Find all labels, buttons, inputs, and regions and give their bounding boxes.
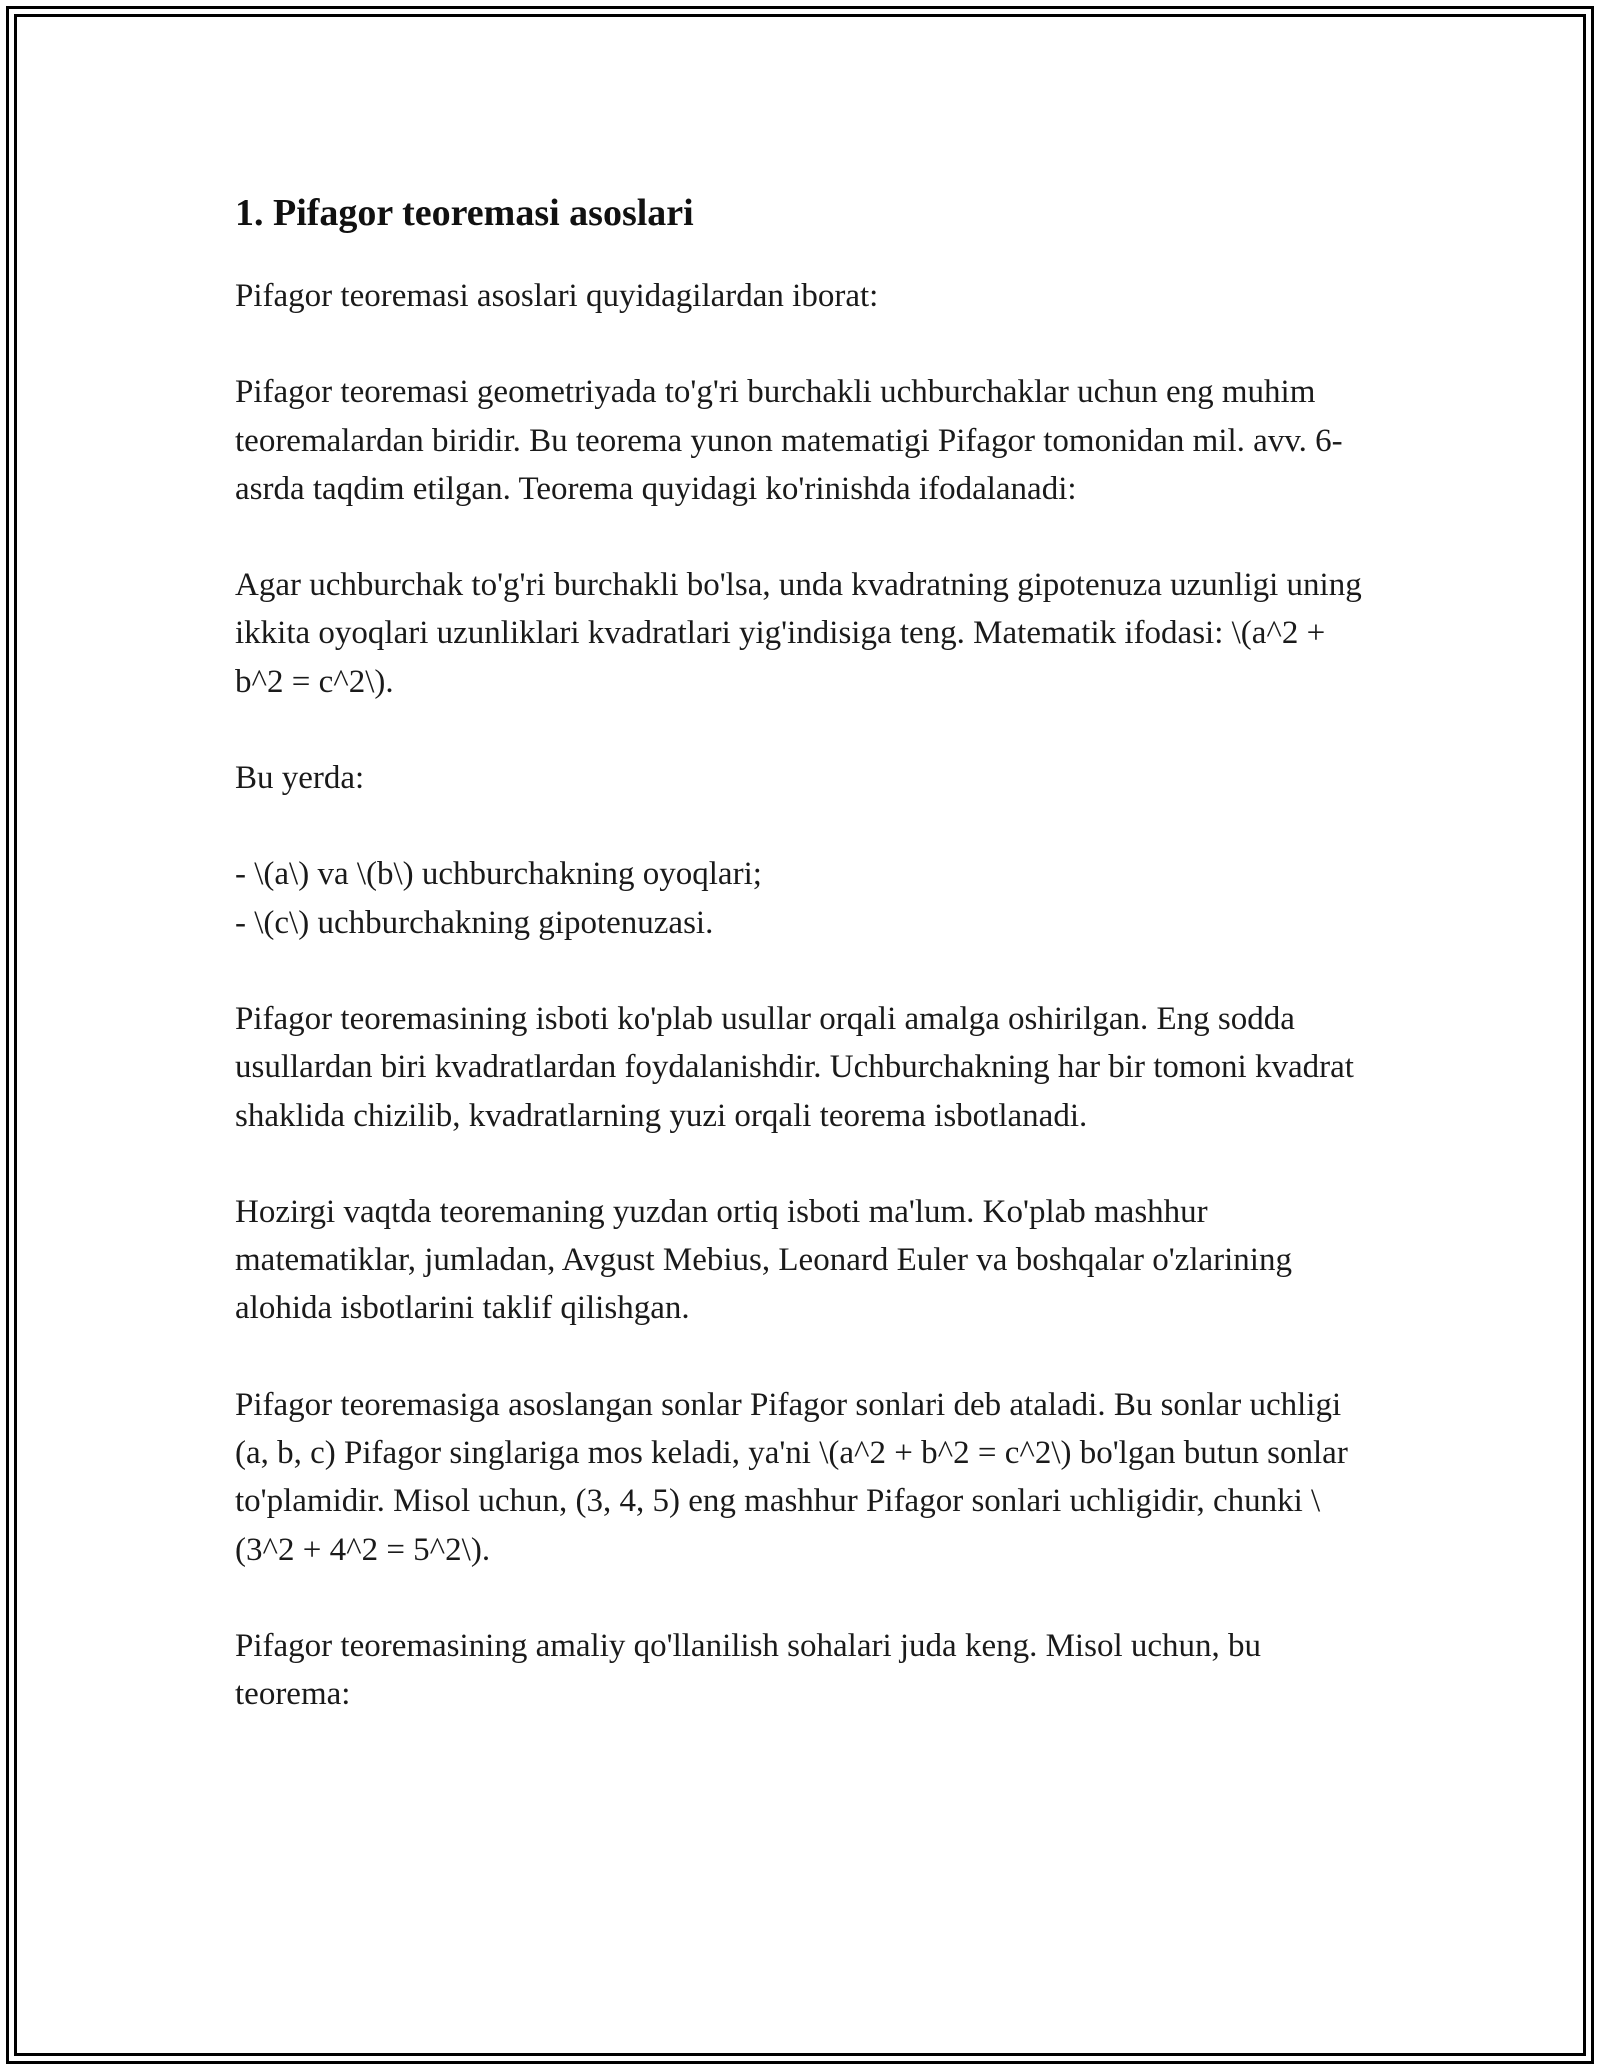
list-item: - \(a\) va \(b\) uchburchakning oyoqlari; [235, 856, 762, 893]
paragraph-formula: Agar uchburchak to'g'ri burchakli bo'lsa, unda kvadratning gipotenuza uzunligi uning ikkita oyoqlari uzunliklari kvadratlari yig'indisiga teng. Matematik ifodasi: \(a^2 + b^2 = c^2\). [235, 567, 1362, 700]
paragraph-proofs: Pifagor teoremasining isboti ko'plab usullar orqali amalga oshirilgan. Eng sodda usullardan biri kvadratlardan foydalanishdir. Uchburchakning har bir tomoni kvadrat shaklida chizilib, kvadratlarning yuzi orqali teorema isbotlanadi. [235, 1000, 1354, 1134]
paragraph-definition: Pifagor teoremasi geometriyada to'g'ri burchakli uchburchaklar uchun eng muhim teoremalardan biridir. Bu teorema yunon matematigi Pifagor tomonidan mil. avv. 6-asrda taqdim etilgan. Teorema quyidagi ko'rinishda ifodalanadi: [235, 374, 1343, 507]
document-heading: 1. Pifagor teoremasi asoslari [235, 192, 694, 234]
list-item: - \(c\) uchburchakning gipotenuzasi. [235, 904, 714, 941]
legs-hypotenuse-list [235, 850, 1375, 947]
paragraph-history: Hozirgi vaqtda teoremaning yuzdan ortiq isboti ma'lum. Ko'plab mashhur matematiklar, jumladan, Avgust Mebius, Leonard Euler va boshqalar o'zlarining alohida isbotlarini taklif qilishgan. [235, 1193, 1292, 1327]
document-body [235, 188, 1375, 1767]
intro-paragraph: Pifagor teoremasi asoslari quyidagilardan iborat: [235, 278, 879, 314]
paragraph-pythagorean-triples: Pifagor teoremasiga asoslangan sonlar Pifagor sonlari deb ataladi. Bu sonlar uchligi (a, b, c) Pifagor singlariga mos keladi, ya'ni \(a^2 + b^2 = c^2\) bo'lgan butun sonlar to'plamidir. Misol uchun, (3, 4, 5) eng mashhur Pifagor sonlari uchligidir, chunki \(3^2 + 4^2 = 5^2\). [235, 1386, 1348, 1568]
paragraph-where: Bu yerda: [235, 760, 365, 797]
paragraph-applications: Pifagor teoremasining amaliy qo'llanilish sohalari juda keng. Misol uchun, bu teorema: [235, 1627, 1262, 1713]
